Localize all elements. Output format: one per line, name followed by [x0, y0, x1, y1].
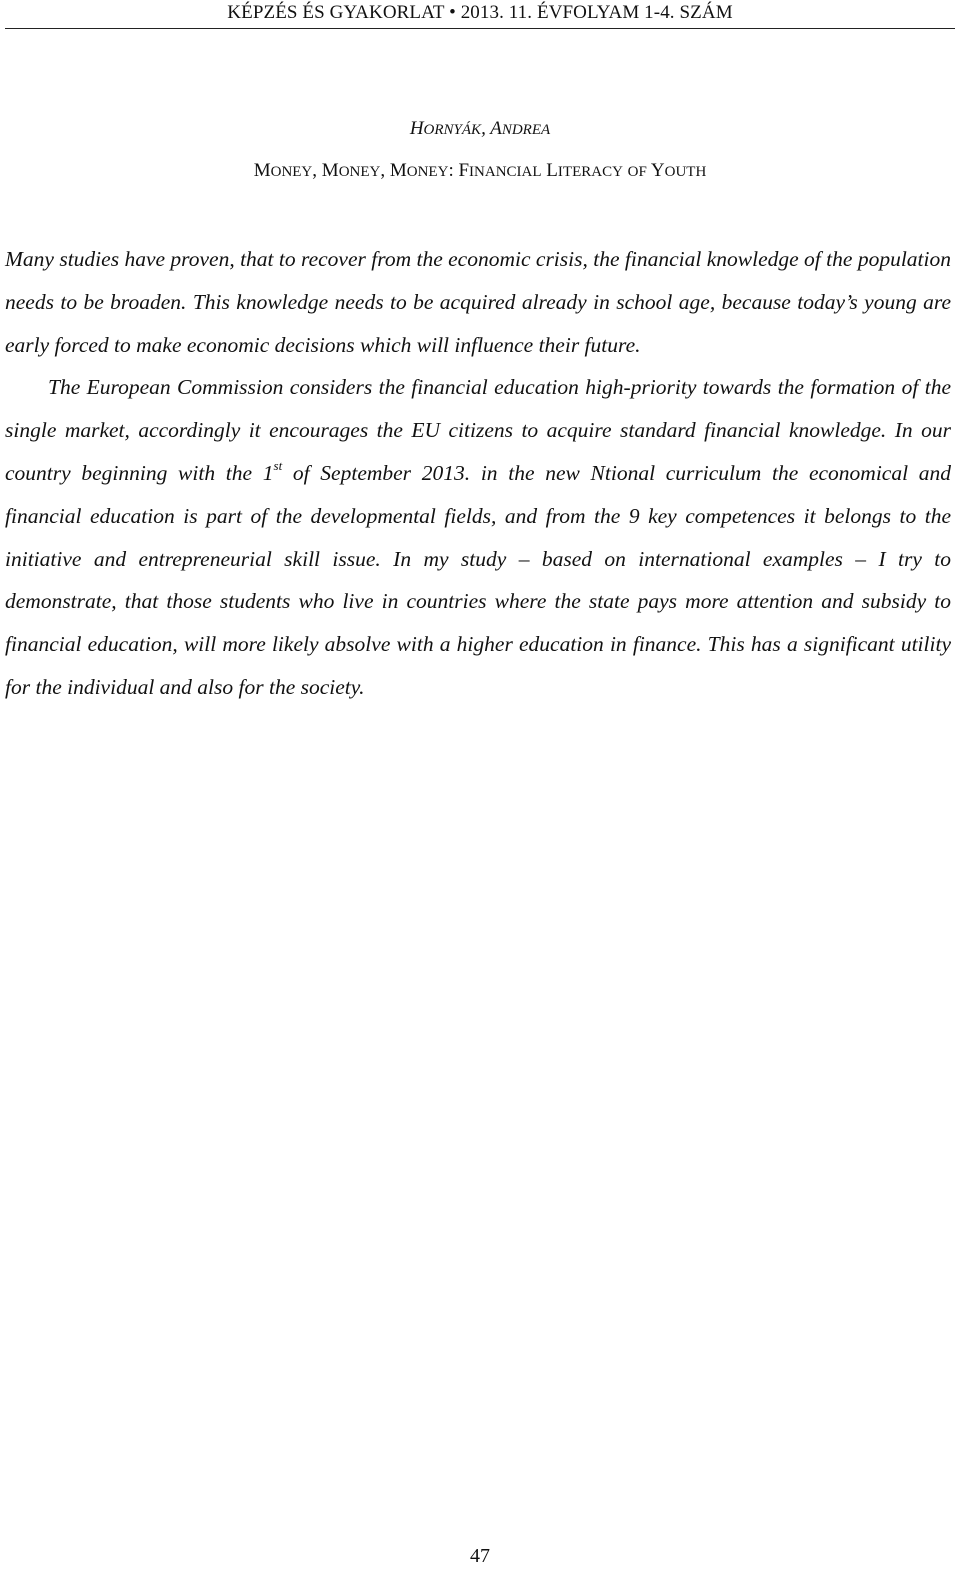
journal-name: KÉPZÉS ÉS GYAKORLAT	[227, 2, 445, 23]
article-title: MONEY, MONEY, MONEY: FINANCIAL LITERACY OF YOUTH	[253, 160, 707, 181]
page-number: 47	[470, 1545, 490, 1567]
abstract-paragraph-2: The European Commission considers the financial education high-priority towards the formation of the single market, accordingly it encourages the EU citizens to acquire standard financial knowledge. In our country beginning with the 1st of September 2013. in the new Ntional curriculum the economical and financial education is part of the developmental fields, and from the 9 key competences it belongs to the initiative and entrepreneurial skill issue. In my study – based on international examples – I try to demonstrate, that those students who live in countries where the state pays more attention and subsidy to financial education, will more likely absolve with a higher education in finance. This has a significant utility for the individual and also for the society.	[5, 375, 952, 699]
ordinal-superscript: st	[273, 457, 283, 473]
abstract-paragraph-1: Many studies have proven, that to recover from the economic crisis, the financial knowledge of the population needs to be broaden. This knowledge needs to be acquired already in school age, because today’s young are early forced to make economic decisions which will influence their future.	[5, 247, 951, 357]
running-header	[0, 2, 960, 24]
bullet-separator: •	[449, 2, 456, 23]
author-name: HORNYÁK, ANDREA	[409, 118, 551, 139]
abstract	[5, 238, 951, 709]
header-rule	[5, 28, 955, 29]
issue-info: 2013. 11. ÉVFOLYAM 1-4. SZÁM	[460, 2, 733, 23]
